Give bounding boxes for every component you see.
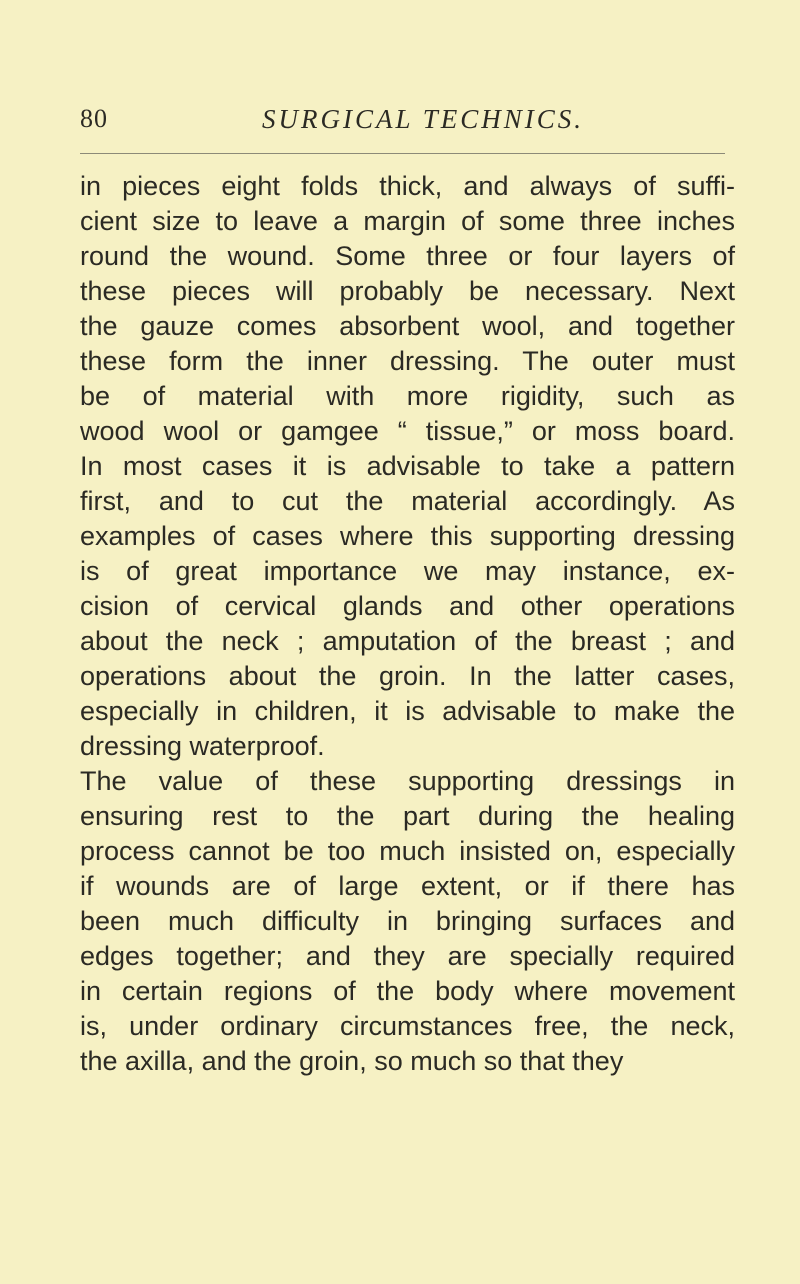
text-line: In most cases it is advisable to take a pattern [80, 451, 735, 481]
text-line: examples of cases where this supporting dressing [80, 521, 735, 551]
header-rule [80, 153, 725, 154]
text-line: in certain regions of the body where movement [80, 976, 735, 1006]
text-line: ensuring rest to the part during the healing [80, 801, 735, 831]
text-line: in pieces eight folds thick, and always of suffi- [80, 171, 735, 201]
paragraph-end-line: dressing waterproof. [80, 731, 325, 761]
text-line: round the wound. Some three or four layers of [80, 241, 735, 271]
page-number: 80 [80, 104, 108, 133]
text-line: edges together; and they are specially required [80, 941, 735, 971]
running-title: SURGICAL TECHNICS. [262, 104, 585, 134]
text-line: especially in children, it is advisable to make the [80, 696, 735, 726]
text-line: cient size to leave a margin of some three inches [80, 206, 735, 236]
text-line: been much difficulty in bringing surfaces and [80, 906, 735, 936]
text-line: process cannot be too much insisted on, especially [80, 836, 735, 866]
text-line: the axilla, and the groin, so much so that they [80, 1046, 624, 1076]
text-line: the gauze comes absorbent wool, and together [80, 311, 735, 341]
body-text [80, 169, 735, 1079]
text-line: The value of these supporting dressings in [80, 766, 735, 796]
text-line: is, under ordinary circumstances free, the neck, [80, 1011, 735, 1041]
text-line: about the neck ; amputation of the breast ; and [80, 626, 735, 656]
text-line: operations about the groin. In the latter cases, [80, 661, 735, 691]
text-line: these pieces will probably be necessary. Next [80, 276, 735, 306]
text-line: is of great importance we may instance, ex- [80, 556, 735, 586]
text-line: these form the inner dressing. The outer must [80, 346, 735, 376]
text-line: cision of cervical glands and other operations [80, 591, 735, 621]
text-line: if wounds are of large extent, or if there has [80, 871, 735, 901]
text-line: be of material with more rigidity, such as [80, 381, 735, 411]
text-line: wood wool or gamgee “ tissue,” or moss board. [80, 416, 735, 446]
running-head [80, 104, 730, 140]
text-line: first, and to cut the material accordingly. As [80, 486, 735, 516]
